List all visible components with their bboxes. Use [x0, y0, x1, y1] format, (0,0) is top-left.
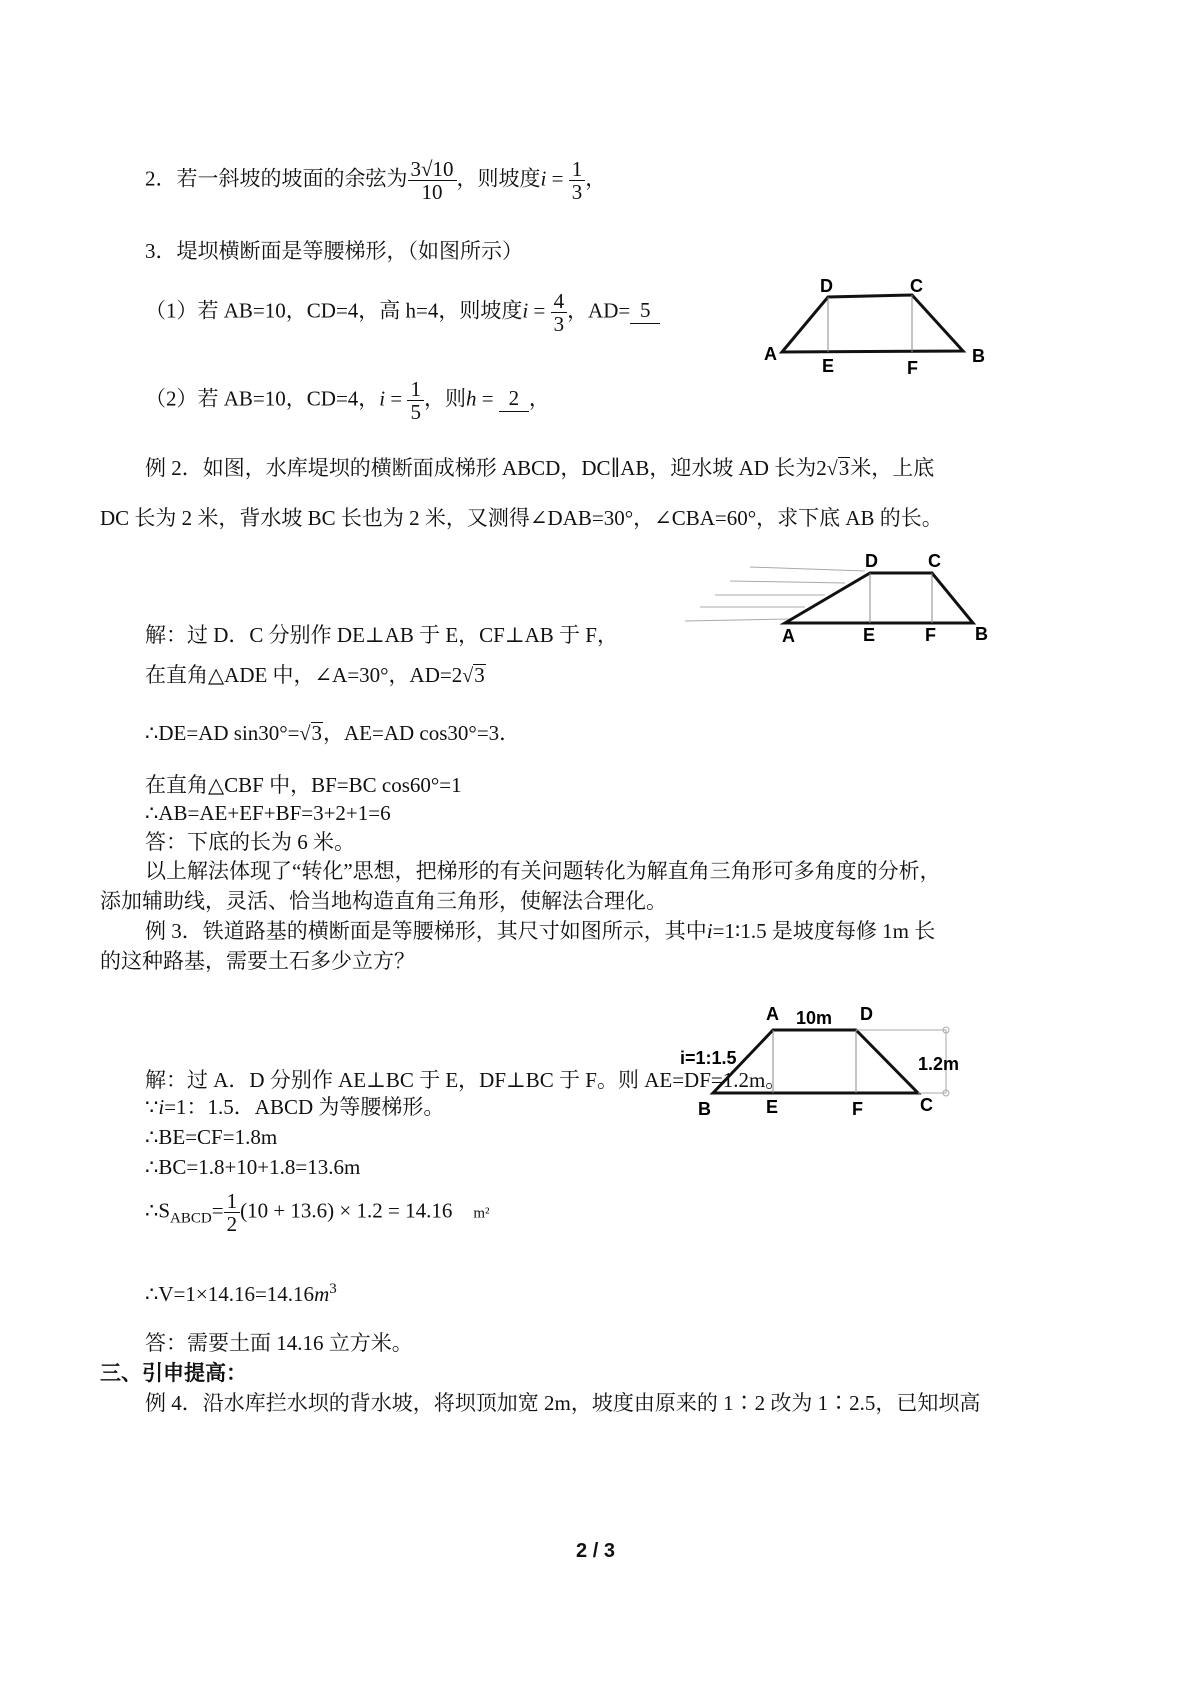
- label-c: C: [928, 551, 941, 571]
- q2-text: 2．若一斜坡的坡面的余弦为: [145, 166, 408, 191]
- q3-line: 3．堤坝横断面是等腰梯形，（如图所示）: [145, 239, 523, 263]
- label-f: F: [852, 1099, 863, 1119]
- label-e: E: [822, 356, 835, 376]
- sol3-line3: ∴BE=CF=1.8m: [145, 1125, 278, 1149]
- sol2-line2: 在直角△ADE 中，∠A=30°，AD=2√3: [145, 663, 485, 687]
- label-b: B: [972, 346, 985, 366]
- trapezoid-outline: [782, 295, 963, 352]
- ex4-line1: 例 4．沿水库拦水坝的背水坡，将坝顶加宽 2m，坡度由原来的 1∶2 改为 1∶2.5，已知坝高: [145, 1391, 981, 1415]
- label-a: A: [782, 626, 795, 645]
- label-f: F: [907, 358, 918, 378]
- ex2-line2: DC 长为 2 米，背水坡 BC 长也为 2 米，又测得∠DAB=30°，∠CBA=60°，求下底 AB 的长。: [100, 506, 943, 530]
- trapezoid-figure-2: [680, 545, 1000, 645]
- label-e: E: [766, 1097, 779, 1117]
- label-c: C: [910, 276, 923, 296]
- page-number: 2 / 3: [576, 1540, 615, 1562]
- q2-line: 2．若一斜坡的坡面的余弦为 $\frac{3√10}{10}$ ，则坡度i = $\frac{1}{3}$ ，: [145, 157, 607, 204]
- roadbed-figure: [678, 1000, 988, 1130]
- dam-outline: [785, 573, 973, 623]
- sol2-line5: ∴AB=AE+EF+BF=3+2+1=6: [145, 801, 391, 825]
- sol3-line2: ∵i=1：1.5．ABCD 为等腰梯形。: [145, 1095, 445, 1119]
- cos-fraction: $\frac{3√10}{10}$: [408, 158, 457, 203]
- sol2-line1: 解：过 D．C 分别作 DE⊥AB 于 E，CF⊥AB 于 F，: [145, 623, 618, 647]
- sol3-line6: $\therefore V=1\times 14.16=14.16m^3$: [145, 1281, 337, 1306]
- label-slope: i=1:1.5: [680, 1048, 737, 1068]
- sol2-line3: ∴DE=AD sin30°=√3，AE=AD cos30°=3．: [145, 721, 521, 745]
- sol3-line1: 解：过 A．D 分别作 AE⊥BC 于 E，DF⊥BC 于 F。则 AE=DF=1.2m。: [145, 1068, 787, 1092]
- sol2-line6: 答：下底的长为 6 米。: [145, 830, 355, 854]
- q3-2-line: （2）若 AB=10，CD=4，i = $\frac{1}{5}$ ，则h = 2 ，: [145, 377, 550, 424]
- sol2-line8: 添加辅助线，灵活、恰当地构造直角三角形，使解法合理化。: [100, 889, 667, 913]
- label-b: B: [975, 624, 988, 644]
- sol2-line7: 以上解法体现了“转化”思想，把梯形的有关问题转化为解直角三角形可多角度的分析，: [145, 859, 941, 883]
- label-b: B: [698, 1099, 711, 1119]
- answer-ad: 5: [630, 297, 660, 324]
- trapezoid-figure-1: [760, 270, 990, 380]
- label-c: C: [920, 1095, 933, 1115]
- half-fraction: $\frac{1}{2}$: [224, 1190, 241, 1235]
- sol3-line7: 答：需要土面 14.16 立方米。: [145, 1331, 413, 1355]
- label-f: F: [925, 625, 936, 645]
- ex2-line1: 例 2．如图，水库堤坝的横断面成梯形 ABCD，DC∥AB，迎水坡 AD 长为2√3米，上底: [145, 456, 935, 480]
- slope-fraction: $\frac{1}{3}$: [569, 158, 586, 203]
- label-d: D: [865, 551, 878, 571]
- label-d: D: [820, 276, 833, 296]
- label-a: A: [766, 1004, 779, 1024]
- section-title: 三、引申提高：: [100, 1361, 247, 1385]
- sol3-line5: $\therefore S_{ABCD}=$ $\frac{1}{2}$ (10 + 13.6) × 1.2 = 14.16 m²: [145, 1189, 490, 1236]
- label-d: D: [860, 1004, 873, 1024]
- label-e: E: [863, 625, 876, 645]
- sol2-line4: 在直角△CBF 中，BF=BC cos60°=1: [145, 773, 462, 797]
- slope-fraction-4-3: $\frac{4}{3}$: [551, 290, 568, 335]
- q3-1-line: （1）若 AB=10，CD=4，高 h=4，则坡度i = $\frac{4}{3}$ ，AD= 5: [145, 290, 660, 335]
- ex3-line1: 例 3．铁道路基的横断面是等腰梯形，其尺寸如图所示，其中i=1∶1.5 是坡度每修 1m 长: [145, 919, 936, 943]
- label-top-width: 10m: [796, 1008, 833, 1028]
- answer-h: 2: [499, 385, 529, 412]
- label-height: 1.2m: [918, 1054, 960, 1074]
- sol3-line4: ∴BC=1.8+10+1.8=13.6m: [145, 1155, 361, 1179]
- ex3-line2: 的这种路基，需要土石多少立方？: [100, 949, 415, 973]
- label-a: A: [764, 344, 777, 364]
- slope-fraction-1-5: $\frac{1}{5}$: [407, 378, 424, 423]
